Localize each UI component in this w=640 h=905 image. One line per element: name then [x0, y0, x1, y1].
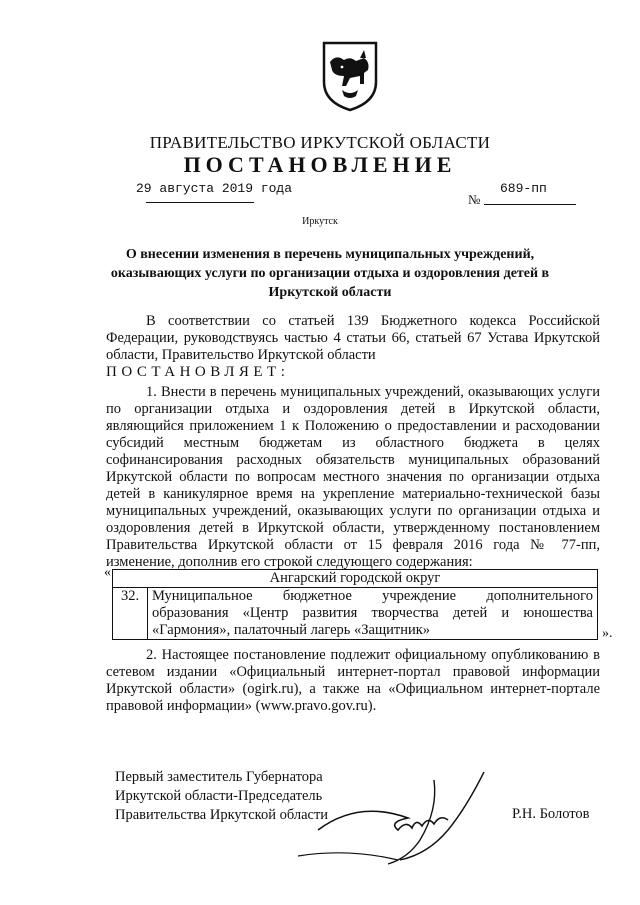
quote-open: «: [104, 565, 111, 580]
date-underline: [146, 202, 254, 203]
signatory-name: Р.Н. Болотов: [512, 806, 590, 822]
position-line: Первый заместитель Губернатора: [115, 769, 323, 785]
institution-cell: Муниципальное бюджетное учреждение дополнительного образования «Центр развития творчества детей и юношества «Гармония», палаточный лагерь «Защитник»: [148, 588, 598, 640]
row-number-cell: 32.: [113, 588, 148, 640]
item-2-paragraph: 2. Настоящее постановление подлежит официальному опубликованию в сетевом издании «Официальный интернет-портал правовой информации Иркутской области» (ogirk.ru), а также на «Официальном интернет-портале правовой информации» (www.pravo.gov.ru).: [106, 647, 600, 714]
preamble-paragraph: В соответствии со статьей 139 Бюджетного кодекса Российской Федерации, руководствуясь частью 4 статьи 66, статьей 67 Устава Иркутской области, Правительство Иркутской области: [106, 313, 600, 363]
item-1-paragraph: 1. Внести в перечень муниципальных учреждений, оказывающих услуги по организации отдыха и оздоровления детей в Иркутской области, являющийся приложением 1 к Положению о предоставлении и расходовании субсидий местным бюджетам из областного бюджета в целях софинансирования расходных обязательств муниципальных образований Иркутской области по вопросам местного значения по организации отдыха детей в каникулярное время на укрепление материально-технической базы муниципальных учреждений, оказывающих услуги по организации отдыха и оздоровления детей в Иркутской области, утвержденному постановлением Правительства Иркутской области от 15 февраля 2016 года № 77-пп, изменение, дополнив его строкой следующего содержания:: [106, 384, 600, 570]
table-row: [113, 570, 598, 588]
document-title: О внесении изменения в перечень муниципальных учреждений, оказывающих услуги по организации отдыха и оздоровления детей в Иркутской области: [110, 247, 550, 300]
document-date: 29 августа 2019 года: [136, 181, 293, 196]
government-name: ПРАВИТЕЛЬСТВО ИРКУТСКОЙ ОБЛАСТИ: [149, 133, 491, 152]
resolve-heading: ПОСТАНОВЛЯЕТ:: [106, 364, 290, 380]
city: Иркутск: [302, 216, 338, 227]
document-number: 689-пп: [500, 181, 547, 196]
quote-close: ».: [602, 626, 613, 641]
table-row: [113, 588, 598, 640]
coat-of-arms-icon: [320, 40, 380, 112]
number-underline: [484, 204, 576, 205]
position-line: Правительства Иркутской области: [115, 807, 329, 823]
inserted-row-table: [112, 569, 598, 640]
district-cell: Ангарский городской округ: [113, 570, 598, 588]
handwritten-signature-icon: [288, 760, 508, 870]
position-line: Иркутской области-Председатель: [115, 788, 323, 804]
document-type: ПОСТАНОВЛЕНИЕ: [183, 152, 457, 177]
number-sign: №: [468, 192, 481, 207]
